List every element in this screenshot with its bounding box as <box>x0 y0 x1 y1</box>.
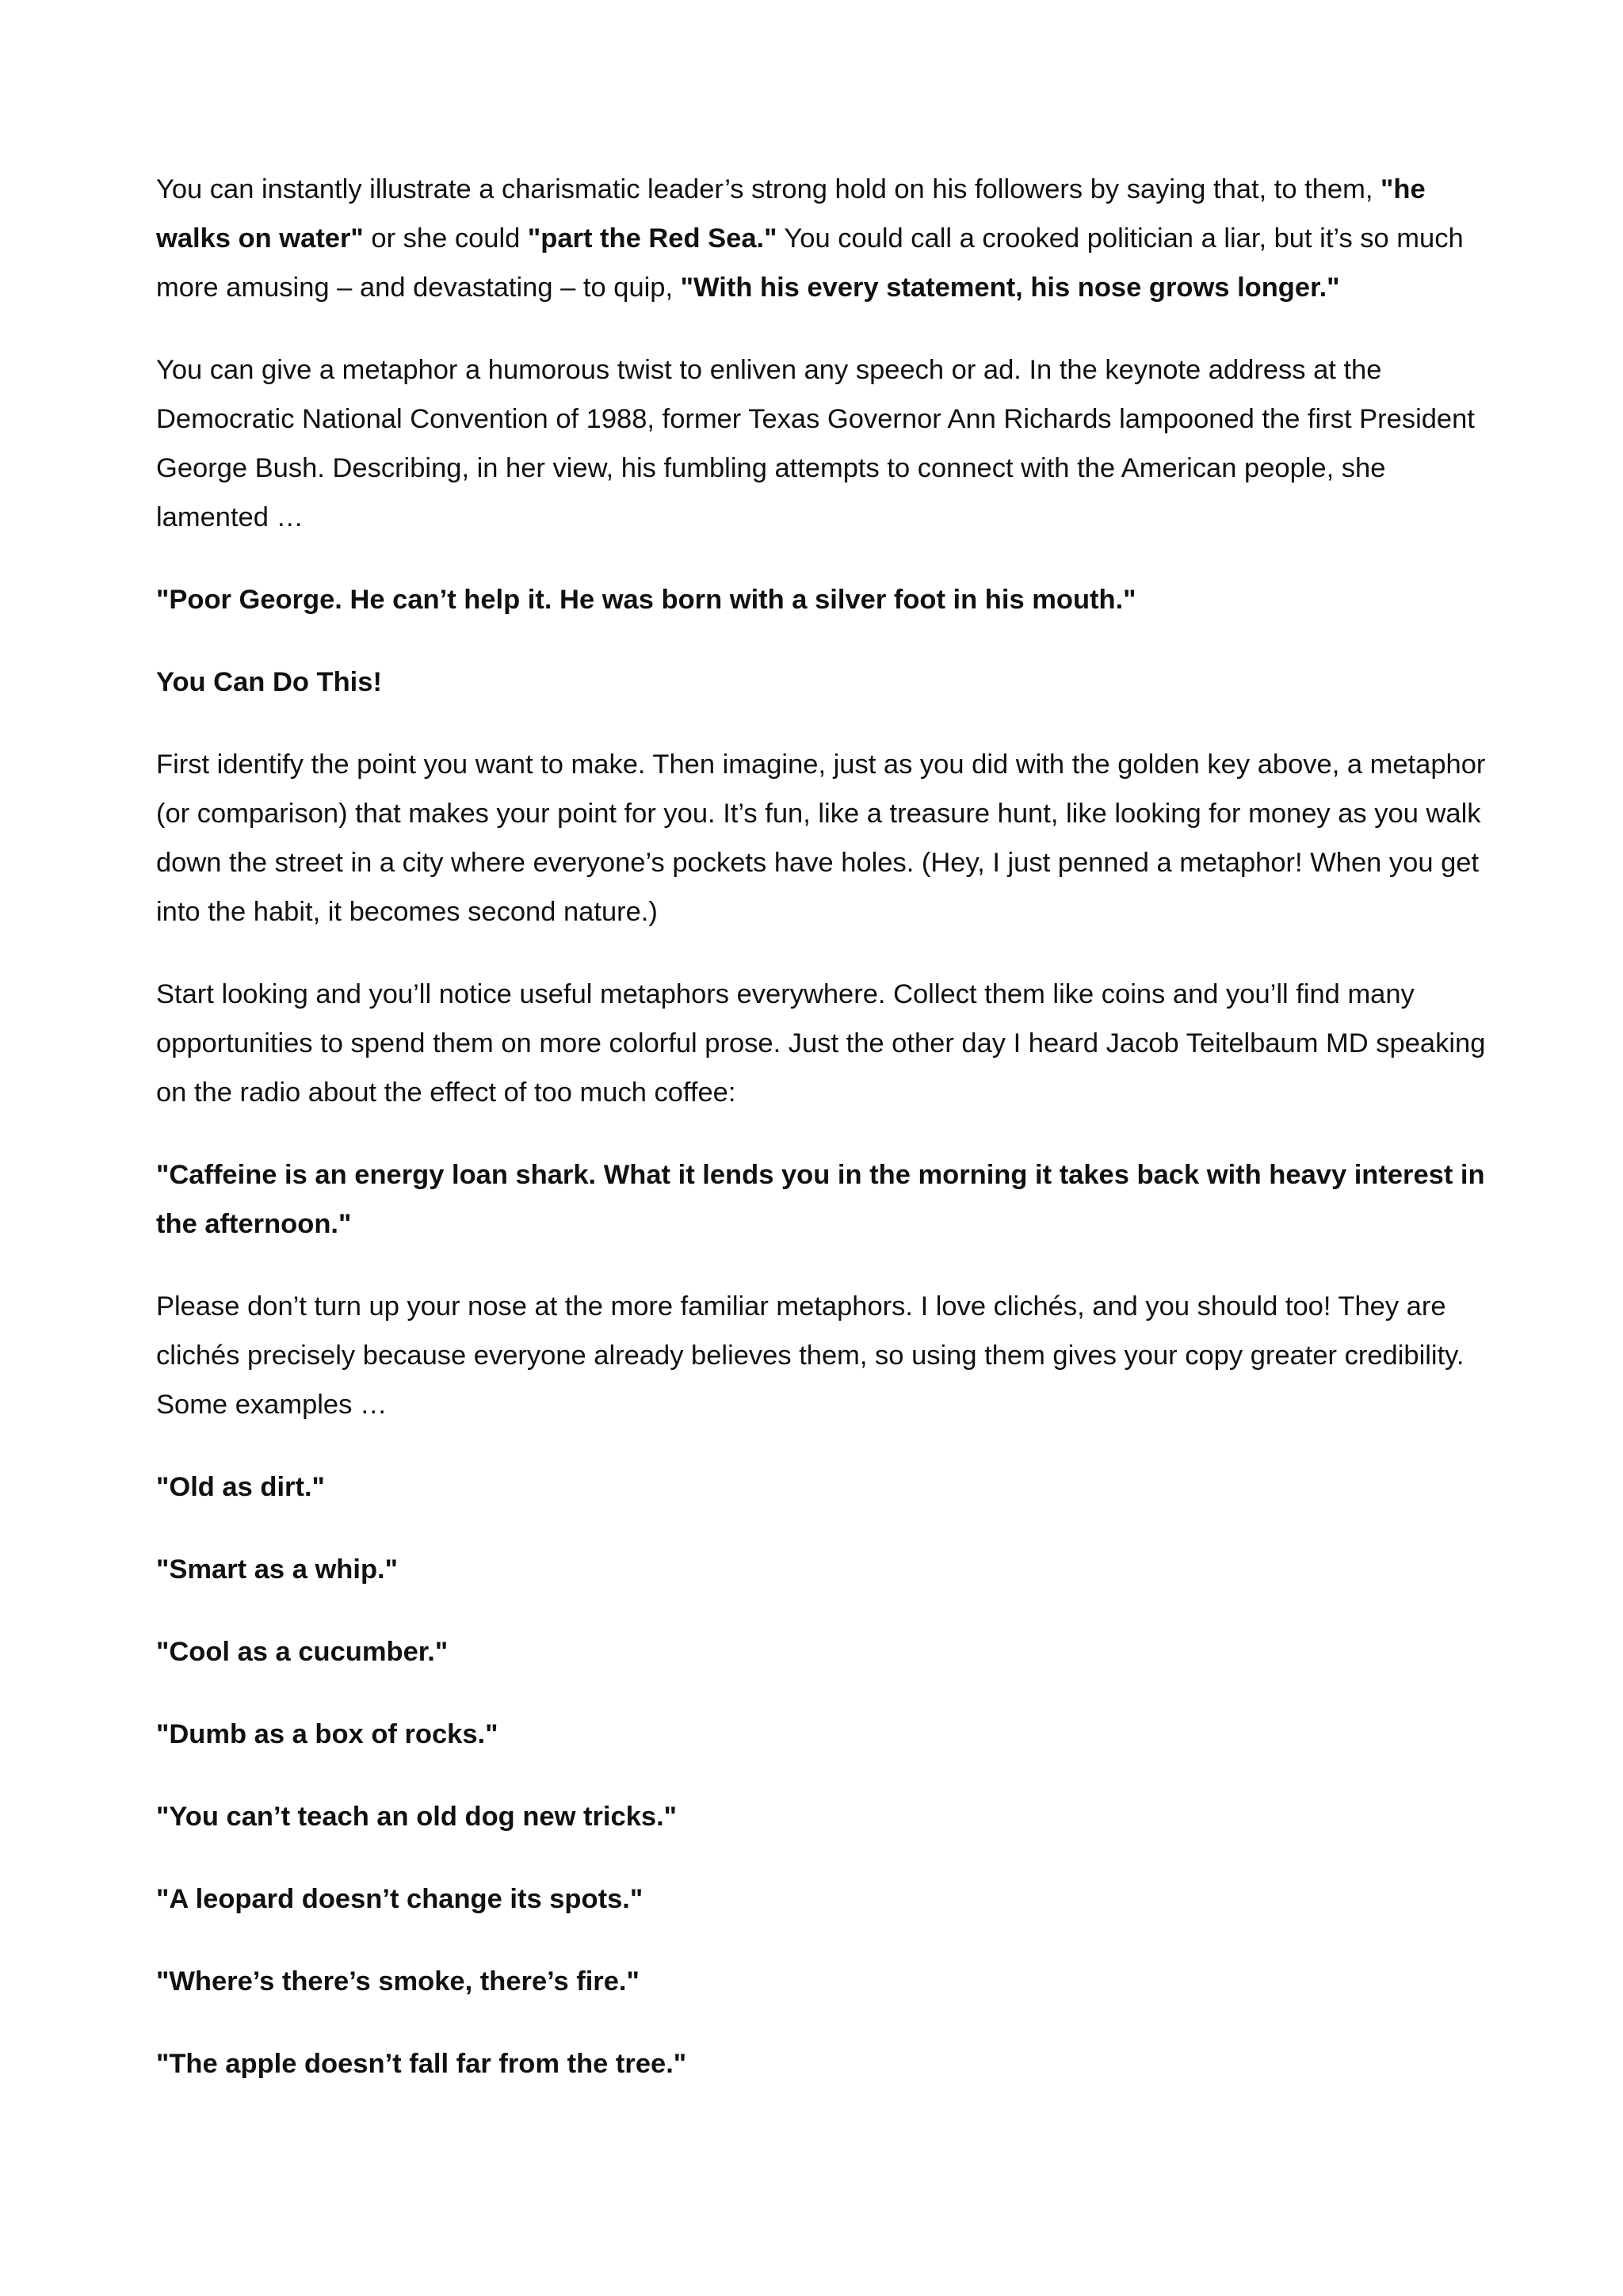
heading-text: You Can Do This! <box>156 667 382 697</box>
section-heading <box>156 658 1487 707</box>
paragraph-cliches <box>156 1282 1487 1429</box>
text-segment: "Caffeine is an energy loan shark. What it lends you in the morning it takes back with heavy interest in the afternoon." <box>156 1160 1485 1239</box>
quote-silver-foot <box>156 575 1487 624</box>
text-segment: "Poor George. He can’t help it. He was born with a silver foot in his mouth." <box>156 585 1136 615</box>
paragraph-charismatic-leader <box>156 165 1487 312</box>
cliche-text: "Smart as a whip." <box>156 1554 398 1585</box>
paragraph-identify-point <box>156 740 1487 936</box>
cliche-example <box>156 1463 1487 1512</box>
cliche-example <box>156 1545 1487 1594</box>
text-segment: Please don’t turn up your nose at the more familiar metaphors. I love clichés, and you should too! They are clichés precisely because everyone already believes them, so using them gives your copy greater credibility. Some examples … <box>156 1291 1465 1420</box>
text-segment: or she could <box>363 223 528 254</box>
quote-caffeine <box>156 1150 1487 1249</box>
text-segment: Start looking and you’ll notice useful metaphors everywhere. Collect them like coins and you’ll find many opportunities to spend them on more colorful prose. Just the other day I heard Jacob Teitelbaum MD speaking on the radio about the effect of too much coffee: <box>156 979 1486 1108</box>
paragraph-humorous-twist <box>156 345 1487 542</box>
quote-part-red-sea: "part the Red Sea." <box>527 223 777 254</box>
paragraph-start-looking <box>156 970 1487 1117</box>
cliche-text: "Where’s there’s smoke, there’s fire." <box>156 1966 640 1997</box>
document-page <box>156 165 1487 2122</box>
cliche-text: "A leopard doesn’t change its spots." <box>156 1884 643 1914</box>
quote-nose-grows: "With his every statement, his nose grows longer." <box>680 273 1340 303</box>
cliche-example <box>156 1957 1487 2006</box>
text-segment: You can instantly illustrate a charismatic leader’s strong hold on his followers by saying that, to them, <box>156 174 1381 204</box>
cliche-text: "The apple doesn’t fall far from the tree." <box>156 2049 687 2079</box>
text-segment: First identify the point you want to make. Then imagine, just as you did with the golden key above, a metaphor (or comparison) that makes your point for you. It’s fun, like a treasure hunt, like looking for money as you walk down the street in a city where everyone’s pockets have holes. (Hey, I just penned a metaphor! When you get into the habit, it becomes second nature.) <box>156 749 1486 927</box>
cliche-example <box>156 2039 1487 2088</box>
text-segment: You can give a metaphor a humorous twist to enliven any speech or ad. In the keynote address at the Democratic National Convention of 1988, former Texas Governor Ann Richards lampooned the first President George Bush. Describing, in her view, his fumbling attempts to connect with the American people, she lamented … <box>156 355 1475 532</box>
cliche-example <box>156 1710 1487 1759</box>
cliche-example <box>156 1627 1487 1676</box>
cliche-example <box>156 1792 1487 1841</box>
cliche-example <box>156 1875 1487 1924</box>
text-segment: You could call a crooked politician a liar, but it’s so much more amusing – and devastating – to quip, <box>156 223 1464 303</box>
cliche-text: "Dumb as a box of rocks." <box>156 1719 498 1749</box>
quote-walks-on-water: "he walks on water" <box>156 174 1426 254</box>
cliche-text: "Cool as a cucumber." <box>156 1637 449 1667</box>
cliche-text: "Old as dirt." <box>156 1472 325 1502</box>
cliche-text: "You can’t teach an old dog new tricks." <box>156 1802 678 1832</box>
